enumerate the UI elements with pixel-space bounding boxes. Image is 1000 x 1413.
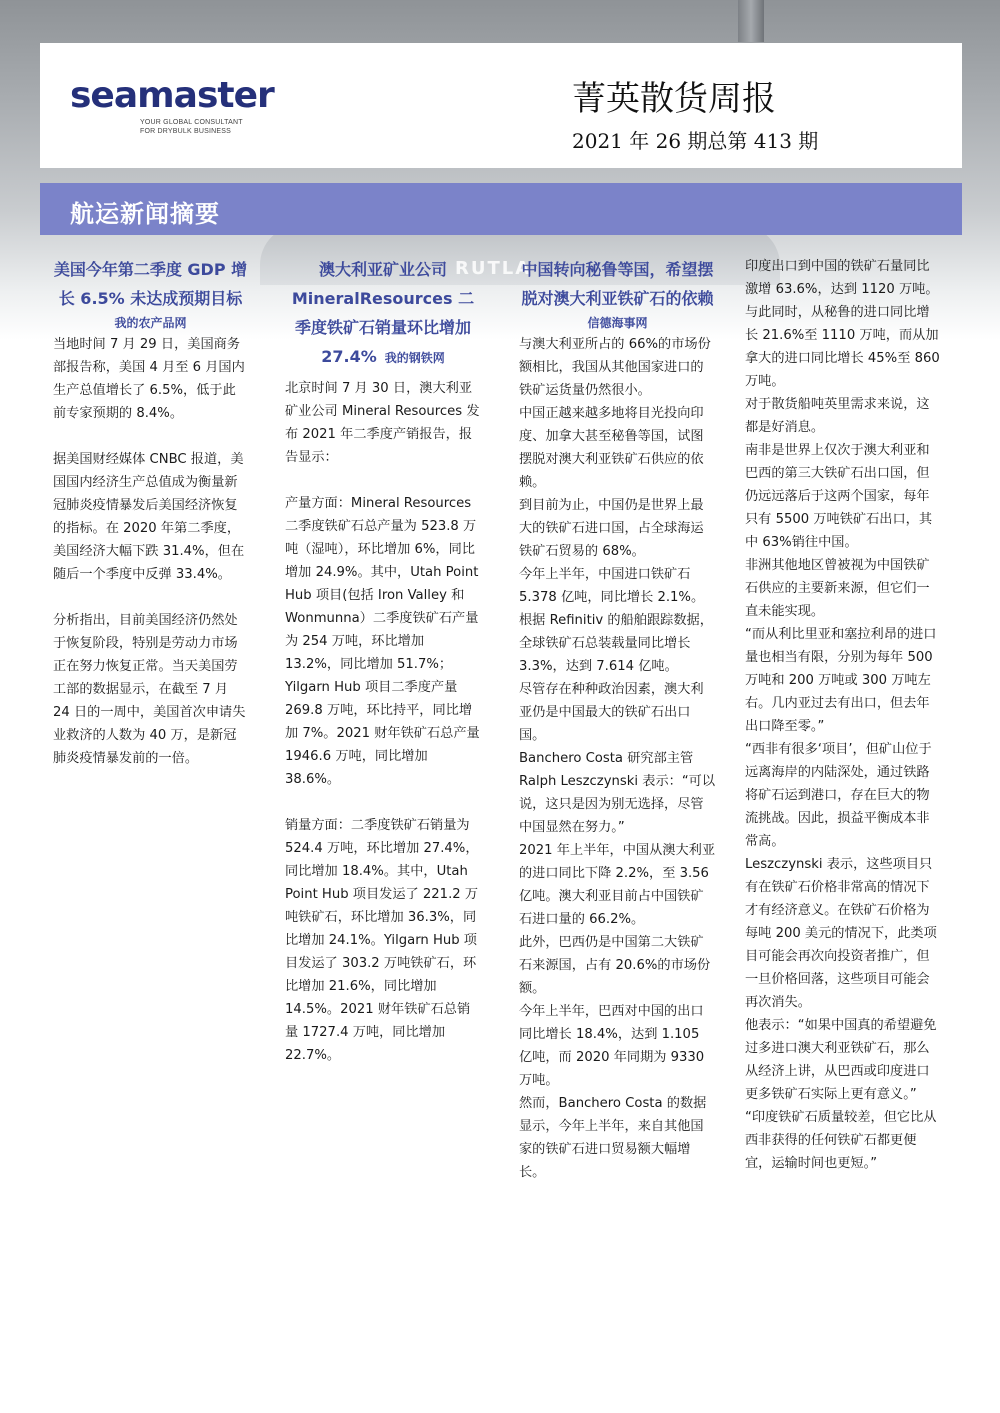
logo-tagline-line-1: YOUR GLOBAL CONSULTANT [140,119,243,126]
report-title: 菁英散货周报 [572,79,776,119]
section-title: 航运新闻摘要 [70,200,220,228]
article-paragraph: 他表示：“如果中国真的希望避免过多进口澳大利亚铁矿石，那么从经济上讲，从巴西或印度进口更多铁矿石实际上更有意义。” [745,1018,937,1102]
article-column-4 [745,255,942,1175]
article-source: 信德海事网 [587,316,648,330]
article-column-2 [285,255,481,1067]
article-paragraph: “而从利比里亚和塞拉利昂的进口量也相当有限，分别为每年 500 万吨和 200 万吨或 300 万吨左右。几内亚过去有出口，但去年出口降至零。” [745,627,937,734]
seamaster-logo [70,75,274,136]
article-paragraph: 对于散货船吨英里需求来说，这都是好消息。 [745,397,930,435]
article-paragraph: 此外，巴西仍是中国第二大铁矿石来源国，占有 20.6%的市场份额。 [519,935,711,996]
article-paragraph: 今年上半年，中国进口铁矿石 5.378 亿吨，同比增长 2.1%。根据 Refinitiv 的船舶跟踪数据，全球铁矿石总装载量同比增长 3.3%，达到 7.614 亿吨。 [519,567,713,674]
logo-tagline [140,118,274,136]
article-paragraph: 南非是世界上仅次于澳大利亚和巴西的第三大铁矿石出口国，但仍远远落后于这两个国家，每年只有 5500 万吨铁矿石出口，其中 63%销往中国。 [745,443,933,550]
logo-sea: sea [70,75,138,116]
article-column-3 [519,255,716,1184]
article-paragraph: Leszczynski 表示，这些项目只有在铁矿石价格非常高的情况下才有经济意义。在铁矿石价格为每吨 200 美元的情况下，此类项目可能会再次向投资者推广，但一旦价格回落，这些项目可能会再次消失。 [745,857,937,1010]
article-paragraph: 2021 年上半年，中国从澳大利亚的进口同比下降 2.2%，至 3.56 亿吨。澳大利亚目前占中国铁矿石进口量的 66.2%。 [519,843,716,927]
article-title: 中国转向秘鲁等国，希望摆脱对澳大利亚铁矿石的依赖 [521,260,714,308]
article-paragraph: “西非有很多‘项目’，但矿山位于远离海岸的内陆深处，通过铁路将矿石运到港口，存在巨大的物流挑战。因此，损益平衡成本非常高。 [745,742,932,849]
article-paragraph: “印度铁矿石质量较差，但它比从西非获得的任何铁矿石都更便宜，运输时间也更短。” [745,1110,937,1171]
article-paragraph: 与澳大利亚所占的 66%的市场份额相比，我国从其他国家进口的铁矿运货量仍然很小。 [519,337,711,398]
article-paragraph: 据美国财经媒体 CNBC 报道，美国国内经济生产总值成为衡量新冠肺炎疫情暴发后美国经济恢复的指标。在 2020 年第二季度，美国经济大幅下跌 31.4%，但在随后一个季度中反弹 33.4%。 [53,452,245,582]
article-paragraph: 北京时间 7 月 30 日，澳大利亚矿业公司 Mineral Resources 发布 2021 年二季度产销报告，报告显示： [285,381,480,465]
article-title: 美国今年第二季度 GDP 增长 6.5% 未达成预期目标 [53,260,248,308]
ship-mast [738,0,764,42]
article-paragraph: 产量方面：Mineral Resources 二季度铁矿石总产量为 523.8 万吨（湿吨），环比增加 6%，同比增加 24.9%。其中，Utah Point Hub 项目(包括 Iron Valley 和 Wonmunna）二季度铁矿石产量为 254 万吨，环比增加 13.2%，同比增加 51.7%；Yilgarn Hub 项目二季度产量 269.8 万吨，环比持平，同比增加 7%。2021 财年铁矿石总产量 1946.6 万吨，同比增加 38.6%。 [285,496,480,787]
article-paragraph: 今年上半年，巴西对中国的出口同比增长 18.4%，达到 1.105 亿吨，而 2020 年同期为 9330 万吨。 [519,1004,705,1088]
article-paragraph: 印度出口到中国的铁矿石量同比激增 63.6%，达到 1120 万吨。与此同时，从秘鲁的进口同比增长 21.6%至 1110 万吨，而从加拿大的进口同比增长 45%至 860 万吨。 [745,259,940,389]
article-column-1 [53,255,248,770]
article-paragraph: 非洲其他地区曾被视为中国铁矿石供应的主要新来源，但它们一直未能实现。 [745,558,930,619]
article-source: 我的钢铁网 [384,351,445,365]
article-source: 我的农产品网 [114,316,187,330]
logo-tagline-line-2: FOR DRYBULK BUSINESS [140,128,232,135]
report-header [40,43,962,168]
logo-master: master [137,75,274,116]
article-paragraph: 中国正越来越多地将目光投向印度、加拿大甚至秘鲁等国，试图摆脱对澳大利亚铁矿石供应的依赖。 [519,406,704,490]
article-paragraph: 然而，Banchero Costa 的数据显示，今年上半年，来自其他国家的铁矿石进口贸易额大幅增长。 [519,1096,707,1180]
article-paragraph: 当地时间 7 月 29 日，美国商务部报告称，美国 4 月至 6 月国内生产总值增长了 6.5%，低于此前专家预期的 8.4%。 [53,337,245,421]
section-bar [40,183,962,235]
article-paragraph: 分析指出，目前美国经济仍然处于恢复阶段，特别是劳动力市场正在努力恢复正常。当天美国劳工部的数据显示，在截至 7 月 24 日的一周中，美国首次申请失业救济的人数为 40 万，是新冠肺炎疫情暴发前的一倍。 [53,613,246,766]
article-paragraph: 尽管存在种种政治因素，澳大利亚仍是中国最大的铁矿石出口国。 [519,682,704,743]
report-issue: 2021 年 26 期总第 413 期 [572,129,819,153]
article-paragraph: Banchero Costa 研究部主管 Ralph Leszczynski 表示：“可以说，这只是因为别无选择，尽管中国显然在努力。” [519,751,716,835]
article-paragraph: 到目前为止，中国仍是世界上最大的铁矿石进口国，占全球海运铁矿石贸易的 68%。 [519,498,704,559]
ship-name-text: RUTLA [455,258,532,279]
article-title [285,255,481,373]
article-title-text: 澳大利亚矿业公司 MineralResources 二季度铁矿石销量环比增加 27.4% [291,260,475,366]
article-paragraph: 销量方面：二季度铁矿石销量为 524.4 万吨，环比增加 27.4%，同比增加 18.4%。其中，Utah Point Hub 项目发运了 221.2 万吨铁矿石，环比增加 36.3%，同比增加 24.1%。Yilgarn Hub 项目发运了 303.2 万吨铁矿石，环比增加 21.6%，同比增加 14.5%。2021 财年铁矿石总销量 1727.4 万吨，同比增加 22.7%。 [285,818,479,1063]
